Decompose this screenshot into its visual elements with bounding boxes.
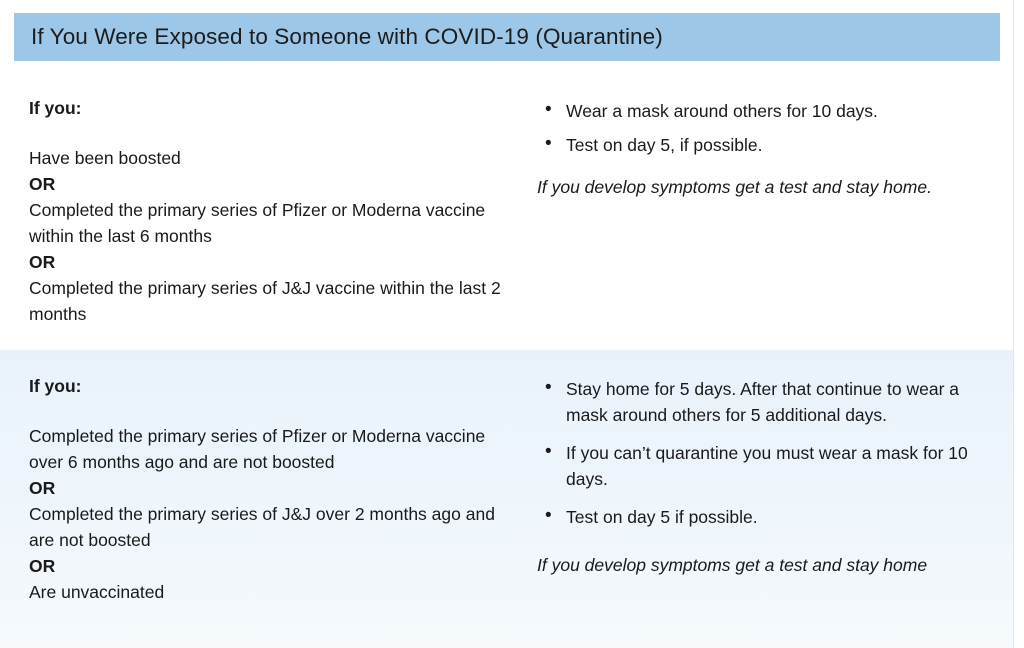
page-right-margin — [1013, 0, 1024, 648]
criteria-item: Are unvaccinated — [29, 582, 165, 602]
criteria-item: Have been boosted — [29, 148, 181, 168]
criteria-item: Completed the primary series of Pfizer or Moderna vaccine within the last 6 months — [29, 200, 486, 246]
criteria-heading-1: If you: — [29, 98, 82, 118]
criteria-column-2 — [0, 350, 510, 648]
criteria-or-separator: OR — [29, 556, 56, 576]
criteria-column-1 — [0, 72, 510, 350]
list-item: • Test on day 5 if possible. — [537, 504, 974, 530]
list-item: • If you can’t quarantine you must wear a mask for 10 days. — [537, 440, 974, 492]
guidance-bullet-list-1 — [537, 98, 974, 158]
criteria-item: Completed the primary series of Pfizer or Moderna vaccine over 6 months ago and are not boosted — [29, 426, 486, 472]
list-item: • Wear a mask around others for 10 days. — [537, 98, 974, 124]
criteria-list-2 — [29, 423, 510, 605]
criteria-list-1 — [29, 145, 510, 327]
guidance-bullet-list-2 — [537, 376, 974, 530]
criteria-or-separator: OR — [29, 252, 56, 272]
guidance-column-1 — [510, 72, 1014, 350]
criteria-item: Completed the primary series of J&J over 2 months ago and are not boosted — [29, 504, 495, 550]
guidance-section-vaccinated-recent — [0, 72, 1014, 350]
criteria-or-separator: OR — [29, 174, 56, 194]
criteria-or-separator: OR — [29, 478, 56, 498]
document-title-bar — [14, 13, 1000, 61]
page-title: If You Were Exposed to Someone with COVID-19 (Quarantine) — [31, 24, 663, 49]
list-item: • Test on day 5, if possible. — [537, 132, 974, 158]
guidance-column-2 — [510, 350, 1014, 648]
list-item: • Stay home for 5 days. After that continue to wear a mask around others for 5 additional days. — [537, 376, 974, 428]
guidance-note-2: If you develop symptoms get a test and stay home — [537, 555, 928, 575]
guidance-section-unvaccinated-or-lapsed — [0, 350, 1014, 648]
criteria-heading-2: If you: — [29, 376, 82, 396]
criteria-item: Completed the primary series of J&J vaccine within the last 2 months — [29, 278, 501, 324]
guidance-note-1: If you develop symptoms get a test and stay home. — [537, 177, 932, 197]
